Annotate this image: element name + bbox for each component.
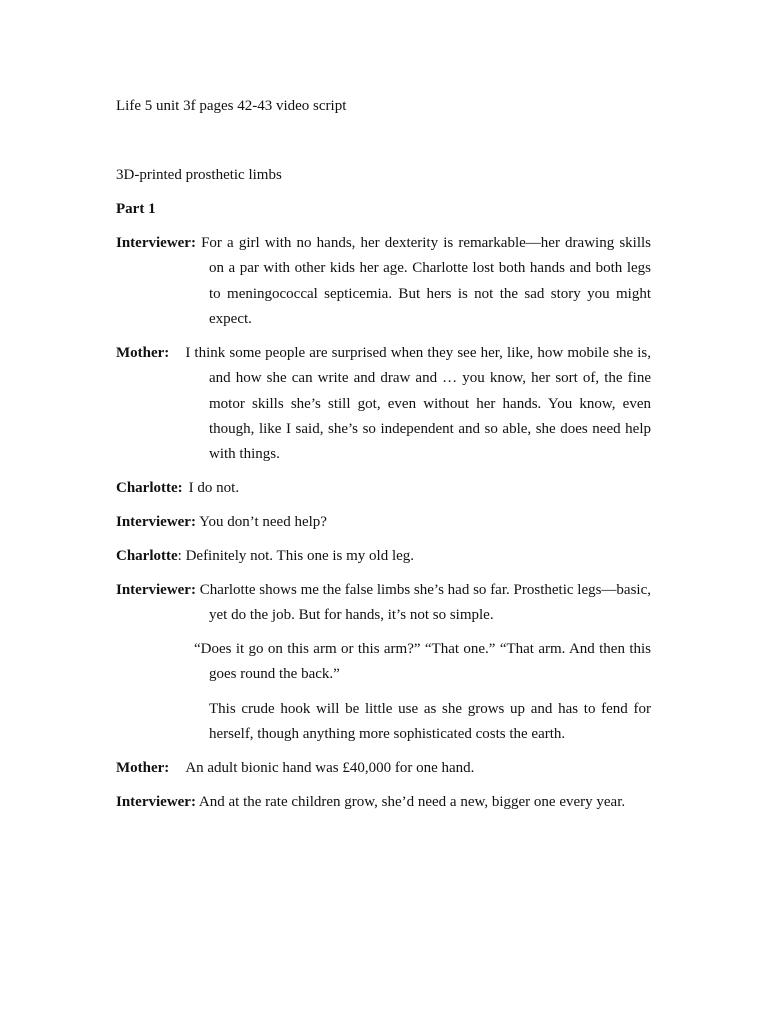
- script-entry: [116, 637, 651, 688]
- dialogue-text: An adult bionic hand was £40,000 for one hand.: [185, 760, 475, 776]
- dialogue-text: For a girl with no hands, her dexterity is remarkable—her drawing skills on a par with other kids her age. Charlotte lost both hands and both legs to meningococcal septicemia. But hers is not the sad story you might expect.: [201, 235, 652, 327]
- script-entry: [116, 476, 651, 501]
- script-entry: [116, 231, 651, 332]
- dialogue-text: Charlotte shows me the false limbs she’s had so far. Prosthetic legs—basic, yet do the job. But for hands, it’s not so simple.: [199, 582, 652, 624]
- speaker-label: Mother:: [116, 345, 170, 361]
- speaker-label: Charlotte: [116, 548, 178, 564]
- script-entry: [116, 756, 651, 781]
- speaker-label: Mother:: [116, 760, 170, 776]
- script-entry: [116, 697, 651, 748]
- speaker-label: Interviewer:: [116, 514, 196, 530]
- speaker-label: Charlotte:: [116, 480, 183, 496]
- dialogue-text: : Definitely not. This one is my old leg.: [177, 548, 415, 564]
- dialogue-text: I do not.: [188, 480, 240, 496]
- dialogue-text: “Does it go on this arm or this arm?” “That one.” “That arm. And then this goes round the back.”: [194, 641, 651, 683]
- script-entry: [116, 544, 651, 569]
- part-heading: Part 1: [116, 201, 156, 217]
- dialogue-text: And at the rate children grow, she’d need a new, bigger one every year.: [198, 794, 626, 810]
- script-entry: [116, 510, 651, 535]
- speaker-label: Interviewer:: [116, 582, 196, 598]
- script-entry: [116, 578, 651, 629]
- document-subtitle: 3D-printed prosthetic limbs: [116, 167, 282, 183]
- script-entry: [116, 341, 651, 467]
- dialogue-text: This crude hook will be little use as she grows up and has to fend for herself, though anything more sophisticated costs the earth.: [209, 701, 651, 743]
- dialogue-text: You don’t need help?: [199, 514, 327, 530]
- dialogue-text: I think some people are surprised when they see her, like, how mobile she is, and how she can write and draw and … you know, her sort of, the fine motor skills she’s still got, even without her hands. You know, even though, like I said, she’s so independent and so able, she does need help with things.: [185, 345, 651, 463]
- script-entry: [116, 790, 651, 815]
- document-header: Life 5 unit 3f pages 42-43 video script: [116, 98, 347, 114]
- speaker-label: Interviewer:: [116, 235, 196, 251]
- speaker-label: Interviewer:: [116, 794, 196, 810]
